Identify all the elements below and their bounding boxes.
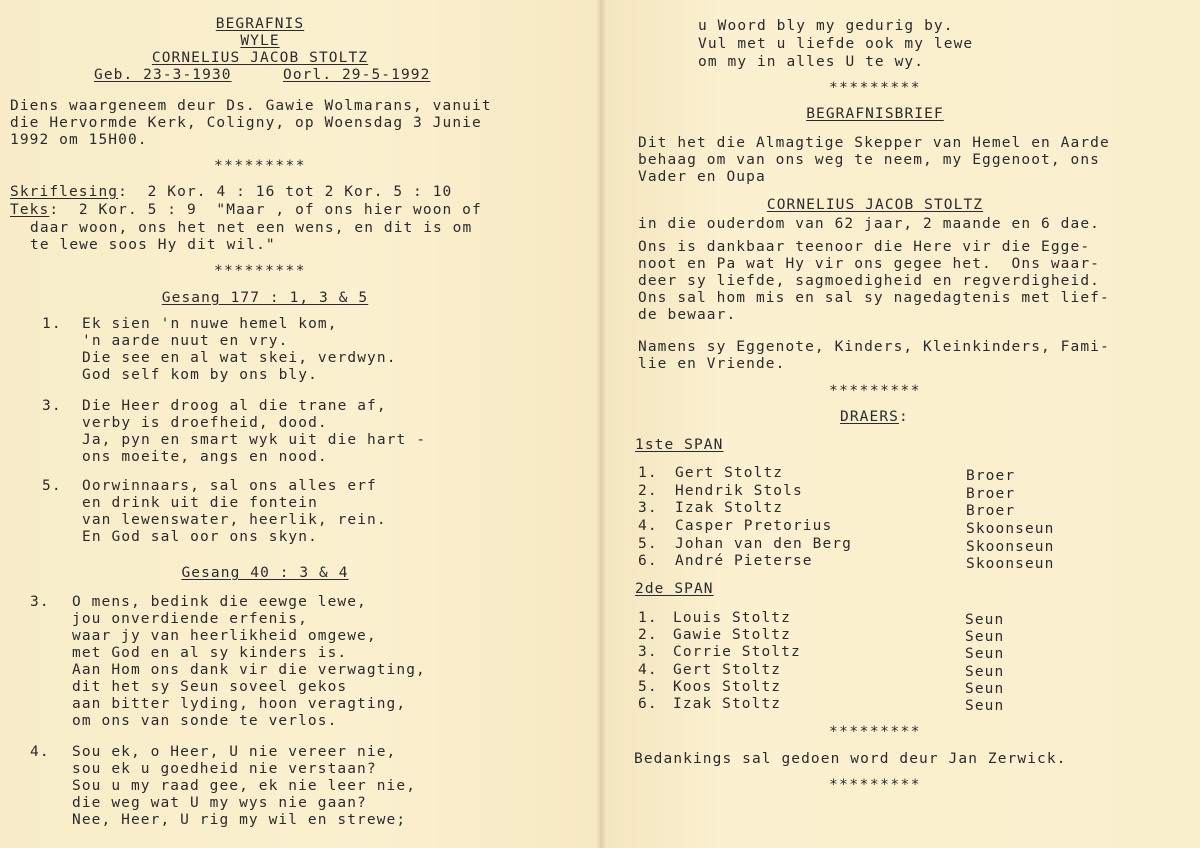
bearer-relation: Broer	[966, 468, 1016, 484]
letter-line: Dit het die Almagtige Skepper van Hemel en Aarde	[638, 135, 1110, 151]
bearer-relation: Skoonseun	[966, 521, 1055, 537]
verse-line: Oorwinnaars, sal ons alles erf	[82, 478, 377, 494]
separator: *********	[828, 383, 922, 399]
bearer-name: Corrie Stoltz	[673, 644, 801, 660]
bearer-relation: Seun	[965, 698, 1005, 714]
verse-line: Nee, Heer, U rig my wil en strewe;	[72, 812, 407, 828]
bearer-number: 1.	[638, 610, 658, 626]
verse-line: En God sal oor ons skyn.	[82, 529, 318, 545]
bearer-number: 2.	[638, 627, 658, 643]
bearer-name: Johan van den Berg	[675, 536, 852, 552]
separator: *********	[828, 80, 922, 96]
bearers-colon: :	[898, 409, 909, 425]
death-date: Oorl. 29-5-1992	[283, 67, 431, 83]
bearers-title: DRAERS	[840, 409, 899, 425]
header-subtitle: WYLE	[240, 33, 280, 49]
thanks-line: Bedankings sal gedoen word deur Jan Zerwick.	[634, 751, 1067, 767]
verse-line: God self kom by ons bly.	[82, 367, 318, 383]
separator: *********	[828, 777, 922, 793]
bearer-number: 4.	[638, 518, 658, 534]
service-line-1: Diens waargeneem deur Ds. Gawie Wolmarans, vanuit	[10, 98, 492, 114]
bearer-relation: Seun	[965, 612, 1005, 628]
verse-line: met God en al sy kinders is.	[72, 645, 348, 661]
bearer-name: Gawie Stoltz	[673, 627, 791, 643]
bearer-number: 5.	[638, 679, 658, 695]
verse-line: Ja, pyn en smart wyk uit die hart -	[82, 432, 427, 448]
text-label: Teks	[10, 202, 50, 218]
letter-line: lie en Vriende.	[638, 356, 786, 372]
bearer-name: Casper Pretorius	[675, 518, 833, 534]
separator: *********	[213, 263, 307, 279]
bearer-name: Louis Stoltz	[673, 610, 791, 626]
hymn-1-title: Gesang 177 : 1, 3 & 5	[161, 290, 369, 306]
letter-line: Ons sal hom mis en sal sy nagedagtenis met lief-	[638, 290, 1110, 306]
bearer-name: Koos Stoltz	[673, 679, 782, 695]
separator: *********	[213, 158, 307, 174]
letter-title: BEGRAFNISBRIEF	[806, 106, 944, 122]
verse-line: waar jy van heerlikheid omgewe,	[72, 628, 377, 644]
verse-line: om ons van sonde te verlos.	[72, 713, 338, 729]
deceased-name: CORNELIUS JACOB STOLTZ	[151, 50, 369, 66]
bearer-relation: Seun	[965, 646, 1005, 662]
letter-line: Vader en Oupa	[638, 169, 766, 185]
letter-line: deer sy liefde, sagmoedigheid en regverdigheid.	[638, 273, 1100, 289]
bearer-relation: Seun	[965, 664, 1005, 680]
text-line-1: : 2 Kor. 5 : 9 "Maar , of ons hier woon of	[49, 202, 482, 218]
bearer-name: Hendrik Stols	[675, 483, 803, 499]
bearers-heading	[840, 409, 909, 426]
service-line-2: die Hervormde Kerk, Coligny, op Woensdag 3 Junie	[10, 115, 482, 131]
bearer-name: Izak Stoltz	[675, 500, 784, 516]
header-title: BEGRAFNIS	[215, 16, 305, 32]
verse-number: 3.	[42, 398, 62, 414]
verse-line: Sou u my raad gee, ek nie leer nie,	[72, 778, 417, 794]
reading-text: : 2 Kor. 4 : 16 tot 2 Kor. 5 : 10	[118, 184, 453, 200]
verse-line: O mens, bedink die eewge lewe,	[72, 594, 367, 610]
bearer-number: 3.	[638, 644, 658, 660]
bearer-relation: Skoonseun	[966, 539, 1055, 555]
letter-line: Namens sy Eggenote, Kinders, Kleinkinders, Fami-	[638, 339, 1110, 355]
letter-deceased-name: CORNELIUS JACOB STOLTZ	[766, 197, 984, 213]
sermon-text-line-3: te lewe soos Hy dit wil."	[30, 237, 276, 253]
bearer-number: 5.	[638, 536, 658, 552]
hymn-2-title: Gesang 40 : 3 & 4	[181, 565, 349, 581]
verse-line: verby is droefheid, dood.	[82, 415, 328, 431]
bearer-number: 4.	[638, 662, 658, 678]
verse-line: die weg wat U my wys nie gaan?	[72, 795, 367, 811]
verse-line: 'n aarde nuut en vry.	[82, 333, 289, 349]
bearer-relation: Broer	[966, 503, 1016, 519]
letter-line: noot en Pa wat Hy vir ons gegee het. Ons waar-	[638, 256, 1100, 272]
hymn-continuation-line: u Woord bly my gedurig by.	[698, 18, 954, 34]
bearer-relation: Seun	[965, 629, 1005, 645]
bearer-name: Gert Stoltz	[673, 662, 782, 678]
letter-line: de bewaar.	[638, 307, 737, 323]
service-line-3: 1992 om 15H00.	[10, 132, 148, 148]
team-1-title: 1ste SPAN	[635, 437, 724, 453]
verse-line: Sou ek, o Heer, U nie vereer nie,	[72, 744, 397, 760]
bearer-number: 1.	[638, 465, 658, 481]
verse-line: aan bitter lyding, hoon veragting,	[72, 696, 407, 712]
bearer-name: Gert Stoltz	[675, 465, 784, 481]
bearer-number: 6.	[638, 696, 658, 712]
hymn-continuation-line: Vul met u liefde ook my lewe	[698, 36, 974, 52]
letter-line: behaag om van ons weg te neem, my Eggenoot, ons	[638, 152, 1100, 168]
verse-line: ons moeite, angs en nood.	[82, 449, 328, 465]
verse-line: van lewenswater, heerlik, rein.	[82, 512, 387, 528]
verse-number: 1.	[42, 316, 62, 332]
verse-line: sou ek u goedheid nie verstaan?	[72, 761, 377, 777]
verse-line: en drink uit die fontein	[82, 495, 318, 511]
scripture-reading	[10, 184, 452, 201]
bearer-relation: Seun	[965, 681, 1005, 697]
bearer-name: André Pieterse	[675, 553, 813, 569]
page-fold	[596, 0, 606, 848]
right-page	[600, 0, 1200, 848]
hymn-continuation-line: om my in alles U te wy.	[698, 54, 925, 70]
birth-date: Geb. 23-3-1930	[94, 67, 232, 83]
bearer-name: Izak Stoltz	[673, 696, 782, 712]
verse-line: Die see en al wat skei, verdwyn.	[82, 350, 397, 366]
sermon-text	[10, 202, 482, 219]
bearer-number: 3.	[638, 500, 658, 516]
bearer-relation: Broer	[966, 486, 1016, 502]
verse-line: dit het sy Seun soveel gekos	[72, 679, 348, 695]
verse-line: Ek sien 'n nuwe hemel kom,	[82, 316, 338, 332]
verse-number: 4.	[30, 744, 50, 760]
verse-number: 5.	[42, 478, 62, 494]
verse-line: Aan Hom ons dank vir die verwagting,	[72, 662, 426, 678]
sermon-text-line-2: daar woon, ons het net een wens, en dit is om	[30, 220, 473, 236]
age-line: in die ouderdom van 62 jaar, 2 maande en 6 dae.	[638, 216, 1100, 232]
team-2-title: 2de SPAN	[635, 581, 714, 597]
separator: *********	[828, 724, 922, 740]
verse-line: Die Heer droog al die trane af,	[82, 398, 387, 414]
bearer-number: 2.	[638, 483, 658, 499]
verse-line: jou onverdiende erfenis,	[72, 611, 308, 627]
bearer-relation: Skoonseun	[966, 556, 1055, 572]
letter-line: Ons is dankbaar teenoor die Here vir die Egge-	[638, 239, 1091, 255]
bearer-number: 6.	[638, 553, 658, 569]
verse-number: 3.	[30, 594, 50, 610]
reading-label: Skriflesing	[10, 184, 119, 200]
